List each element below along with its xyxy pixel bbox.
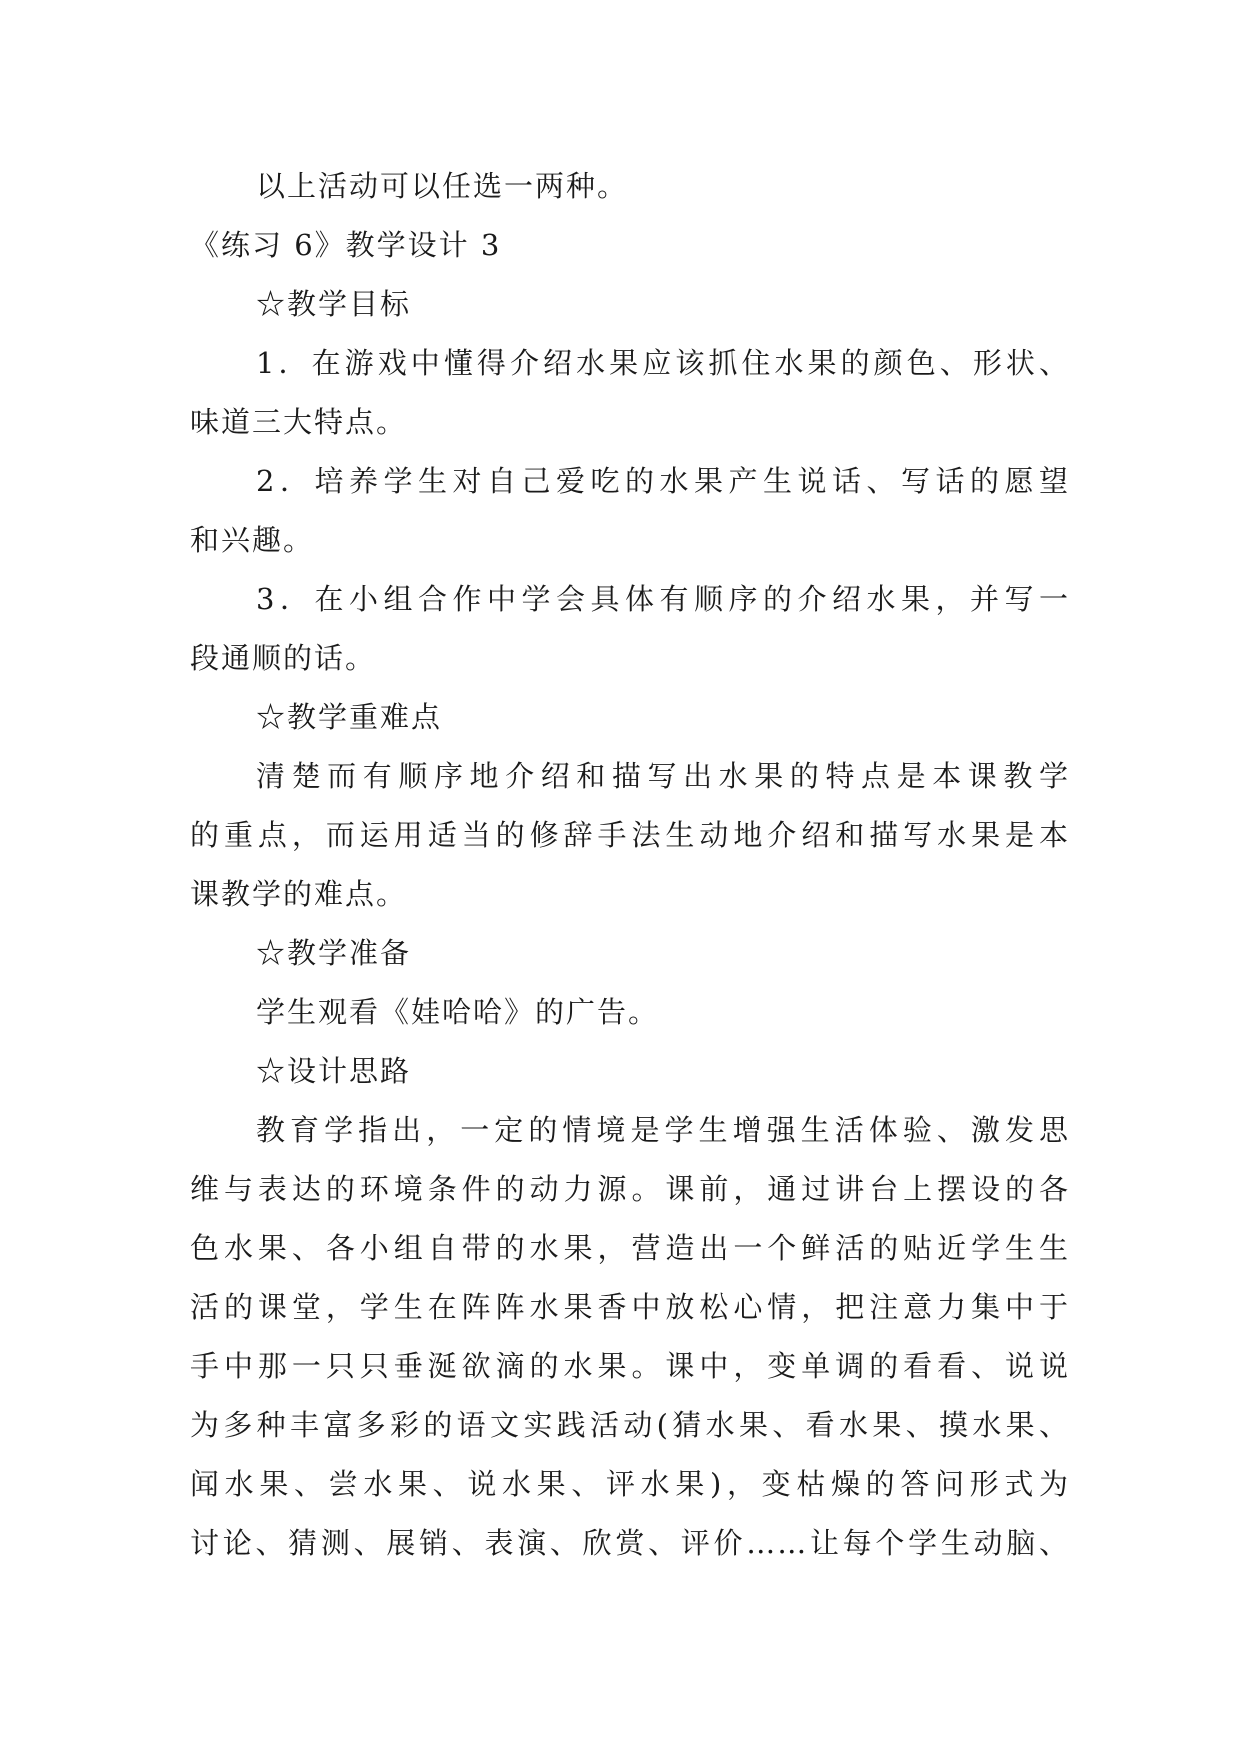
- goal-2-line-2: 和兴趣。: [190, 523, 315, 557]
- heading-preparation: ☆教学准备: [256, 936, 412, 970]
- key-points-line-1: 清楚而有顺序地介绍和描写出水果的特点是本课教学: [256, 759, 1070, 793]
- heading-key-points: ☆教学重难点: [256, 700, 443, 734]
- goal-1-line-1: 1．在游戏中懂得介绍水果应该抓住水果的颜色、形状、: [256, 346, 1070, 380]
- goal-1-line-2: 味道三大特点。: [190, 405, 408, 439]
- key-points-line-3: 课教学的难点。: [190, 877, 408, 911]
- design-idea-line-8: 讨论、猜测、展销、表演、欣赏、评价……让每个学生动脑、: [190, 1526, 1070, 1560]
- design-idea-line-2: 维与表达的环境条件的动力源。课前，通过讲台上摆设的各: [190, 1172, 1070, 1206]
- design-idea-line-5: 手中那一只只垂涎欲滴的水果。课中，变单调的看看、说说: [190, 1349, 1070, 1383]
- design-idea-line-4: 活的课堂，学生在阵阵水果香中放松心情，把注意力集中于: [190, 1290, 1070, 1324]
- goal-3-line-1: 3．在小组合作中学会具体有顺序的介绍水果，并写一: [256, 582, 1070, 616]
- design-idea-line-7: 闻水果、尝水果、说水果、评水果)，变枯燥的答问形式为: [190, 1467, 1070, 1501]
- goal-3-line-2: 段通顺的话。: [190, 641, 377, 675]
- design-idea-line-3: 色水果、各小组自带的水果，营造出一个鲜活的贴近学生生: [190, 1231, 1070, 1265]
- goal-2-line-1: 2．培养学生对自己爱吃的水果产生说话、写话的愿望: [256, 464, 1070, 498]
- preparation-text: 学生观看《娃哈哈》的广告。: [256, 995, 660, 1029]
- heading-teaching-goals: ☆教学目标: [256, 287, 412, 321]
- design-idea-line-6: 为多种丰富多彩的语文实践活动(猜水果、看水果、摸水果、: [190, 1408, 1070, 1442]
- paragraph-closing-note: 以上活动可以任选一两种。: [256, 169, 629, 203]
- section-title: 《练习 6》教学设计 3: [190, 228, 502, 262]
- design-idea-line-1: 教育学指出，一定的情境是学生增强生活体验、激发思: [256, 1113, 1070, 1147]
- heading-design-idea: ☆设计思路: [256, 1054, 412, 1088]
- key-points-line-2: 的重点，而运用适当的修辞手法生动地介绍和描写水果是本: [190, 818, 1070, 852]
